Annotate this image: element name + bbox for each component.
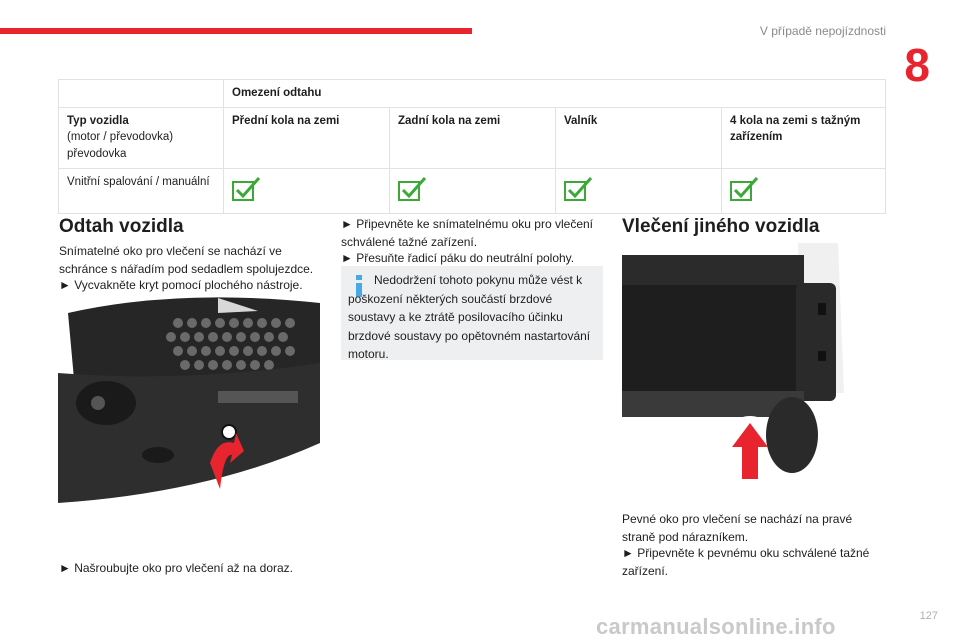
watermark: carmanualsonline.info (596, 614, 836, 639)
column-header-four-wheels: 4 kola na zemi s tažným zařízením (722, 107, 886, 168)
towing-table (58, 79, 886, 214)
warning-note-text: Nedodržení tohoto pokynu může vést k poškození některých součástí brzdové soustavy a ke ztrátě posilovacího účinku brzdové soustavy po opětovném nastartování motoru. (348, 273, 591, 362)
section-title: V případě nepojízdnosti (759, 24, 886, 38)
checkmark-icon (564, 176, 594, 202)
left-step-2: ► Našroubujte oko pro vlečení až na doraz. (59, 561, 294, 575)
header-accent-bar (0, 28, 472, 34)
table-column-row (59, 107, 886, 168)
checkmark-icon (398, 176, 428, 202)
page-number: 127 (919, 610, 938, 622)
rear-tow-eye-illustration (622, 243, 862, 483)
right-heading: Vlečení jiného vozidla (622, 216, 820, 237)
checkmark-icon (730, 176, 760, 202)
column-vehicle-sub: (motor / převodovka) (67, 131, 174, 144)
right-paragraph: Pevné oko pro vlečení se nachází na pravé straně pod nárazníkem. (622, 512, 853, 544)
column-header-front-wheels: Přední kola na zemi (224, 107, 390, 168)
table-corner-cell (59, 80, 224, 108)
column-vehicle-sub2: převodovka (67, 148, 127, 161)
row-label-cell: Vnitřní spalování / manuální (59, 168, 224, 213)
cell-four-wheels (722, 168, 886, 213)
checkmark-icon (232, 176, 262, 202)
table-header-row (59, 80, 886, 108)
chapter-number: 8 (904, 39, 930, 91)
table-row (59, 168, 886, 213)
left-heading: Odtah vozidla (59, 216, 184, 237)
column-header-flatbed: Valník (556, 107, 722, 168)
left-paragraph: Snímatelné oko pro vlečení se nachází ve schránce s nářadím pod sedadlem spolujezdce. (59, 244, 314, 276)
table-header-cell: Omezení odtahu (224, 80, 886, 108)
right-step: ► Připevněte k pevnému oku schválené tažné zařízení. (622, 546, 870, 578)
middle-step-2: ► Přesuňte řadicí páku do neutrální polohy. (341, 251, 575, 265)
middle-step-1: ► Připevněte ke snímatelnému oku pro vlečení schválené tažné zařízení. (341, 217, 594, 249)
cell-rear-wheels (390, 168, 556, 213)
column-vehicle-title: Typ vozidla (67, 114, 129, 127)
cell-front-wheels (224, 168, 390, 213)
front-bumper-illustration (58, 293, 320, 503)
column-header-vehicle (59, 107, 224, 168)
left-step-1: ► Vycvakněte kryt pomocí plochého nástroje. (59, 278, 303, 292)
column-header-rear-wheels: Zadní kola na zemi (390, 107, 556, 168)
cell-flatbed (556, 168, 722, 213)
